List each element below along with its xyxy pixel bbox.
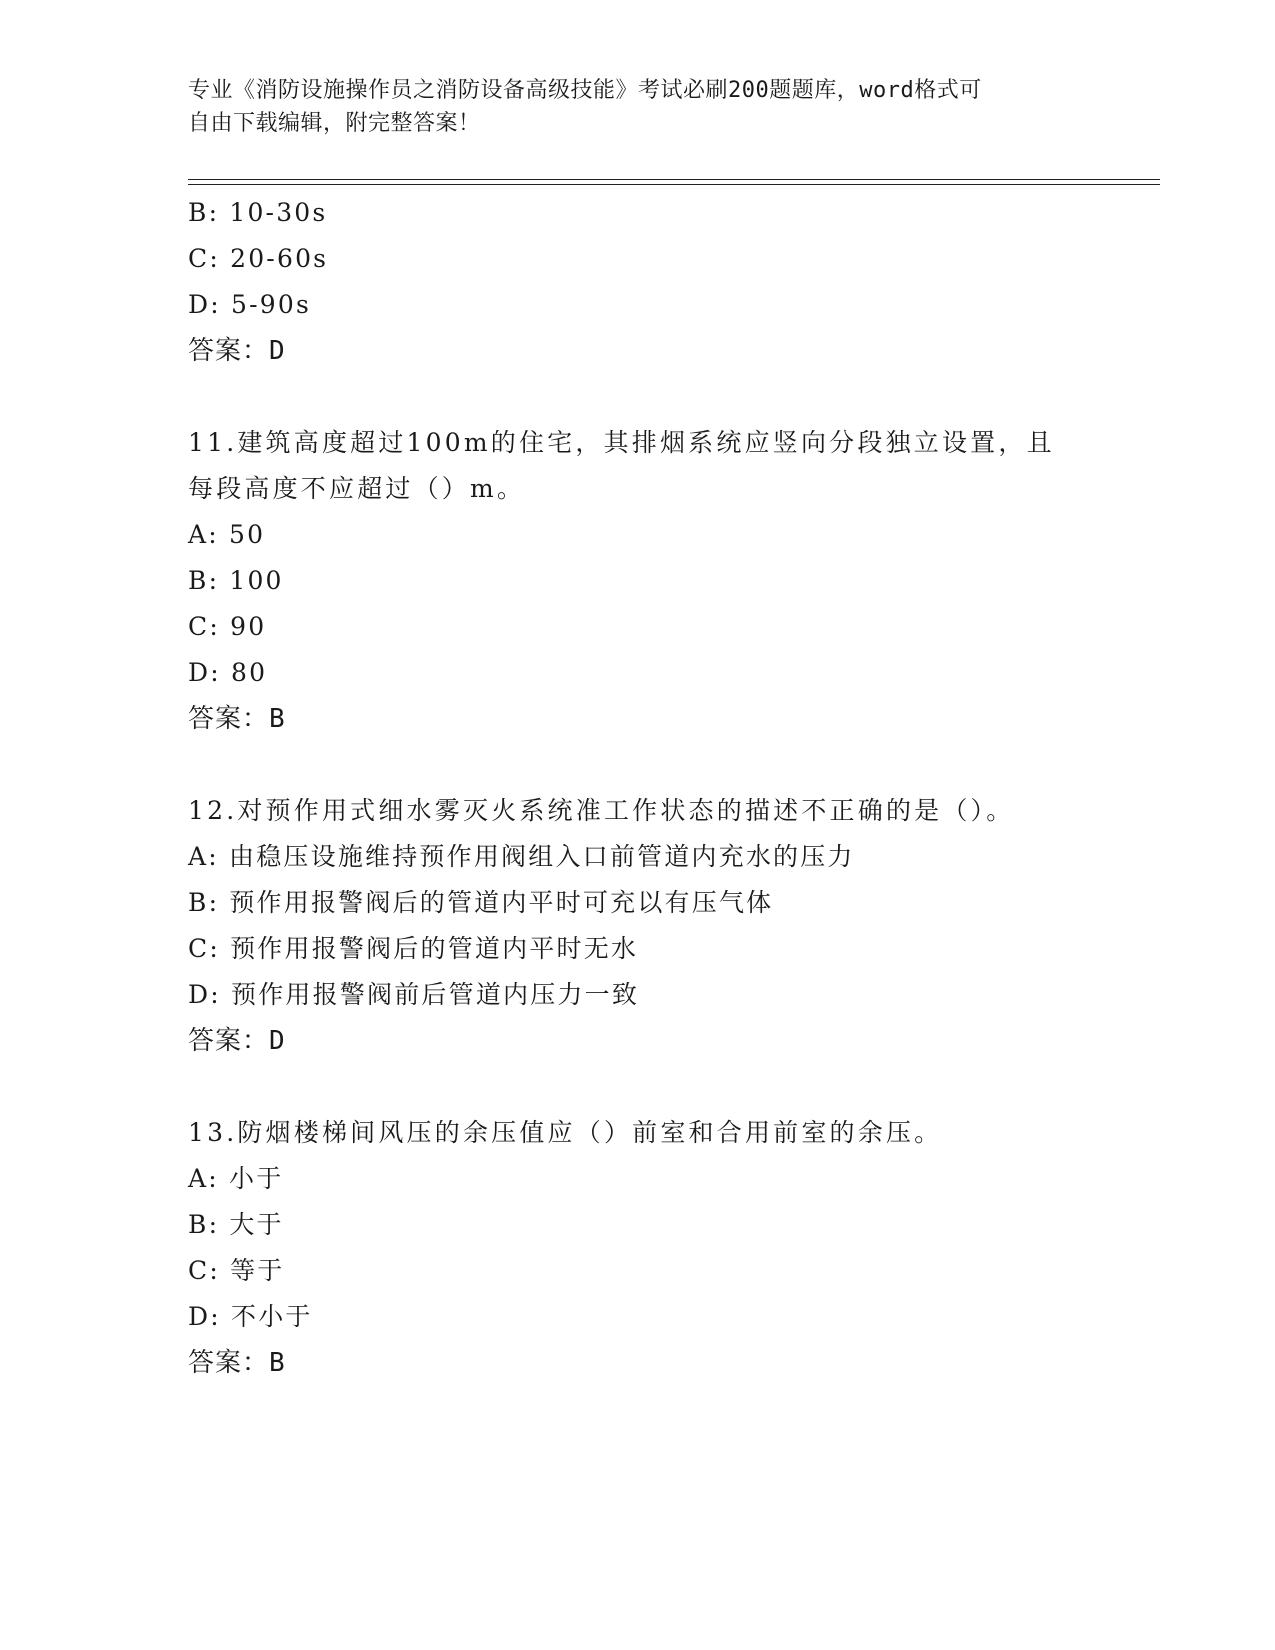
option-a: A: 由稳压设施维持预作用阀组入口前管道内充水的压力 bbox=[188, 842, 855, 871]
question-text-line-1: 11.建筑高度超过100m的住宅，其排烟系统应竖向分段独立设置，且 bbox=[188, 428, 1055, 457]
question-block-13 bbox=[188, 1110, 1068, 1386]
option-a: A: 50 bbox=[188, 520, 266, 549]
option-d: D: 不小于 bbox=[188, 1302, 313, 1331]
question-block-11 bbox=[188, 420, 1068, 742]
question-list bbox=[188, 190, 1068, 1386]
header-line-1: 专业《消防设施操作员之消防设备高级技能》考试必刷200题题库，word格式可 bbox=[188, 78, 982, 103]
option-d: D: 5-90s bbox=[188, 290, 312, 319]
option-d: D: 预作用报警阀前后管道内压力一致 bbox=[188, 980, 640, 1009]
question-block-10 bbox=[188, 190, 1068, 374]
option-c: C: 20-60s bbox=[188, 244, 329, 273]
answer-line: 答案：D bbox=[188, 336, 286, 366]
option-b: B: 预作用报警阀后的管道内平时可充以有压气体 bbox=[188, 888, 774, 917]
question-text bbox=[188, 788, 1068, 834]
option-b: B: 100 bbox=[188, 566, 284, 595]
spacer bbox=[188, 742, 1068, 788]
option-c: C: 等于 bbox=[188, 1256, 285, 1285]
question-block-12 bbox=[188, 788, 1068, 1064]
header-divider-top bbox=[188, 179, 1160, 180]
option-c: C: 90 bbox=[188, 612, 267, 641]
header-divider-bottom bbox=[188, 184, 1160, 185]
spacer bbox=[188, 1064, 1068, 1110]
question-text bbox=[188, 1110, 1068, 1156]
question-text-line-2: 每段高度不应超过（）m。 bbox=[188, 474, 526, 503]
document-header bbox=[188, 74, 1068, 140]
option-d: D: 80 bbox=[188, 658, 268, 687]
spacer bbox=[188, 374, 1068, 420]
option-b: B: 大于 bbox=[188, 1210, 284, 1239]
question-text-line-1: 13.防烟楼梯间风压的余压值应（）前室和合用前室的余压。 bbox=[188, 1118, 943, 1147]
option-c: C: 预作用报警阀后的管道内平时无水 bbox=[188, 934, 639, 963]
answer-line: 答案：D bbox=[188, 1026, 286, 1056]
question-text bbox=[188, 420, 1068, 512]
question-text-line-1: 12.对预作用式细水雾灭火系统准工作状态的描述不正确的是（）。 bbox=[188, 796, 1015, 825]
option-a: A: 小于 bbox=[188, 1164, 284, 1193]
option-b: B: 10-30s bbox=[188, 198, 328, 227]
answer-line: 答案：B bbox=[188, 704, 286, 734]
header-line-2: 自由下载编辑，附完整答案！ bbox=[188, 111, 481, 136]
answer-line: 答案：B bbox=[188, 1348, 286, 1378]
